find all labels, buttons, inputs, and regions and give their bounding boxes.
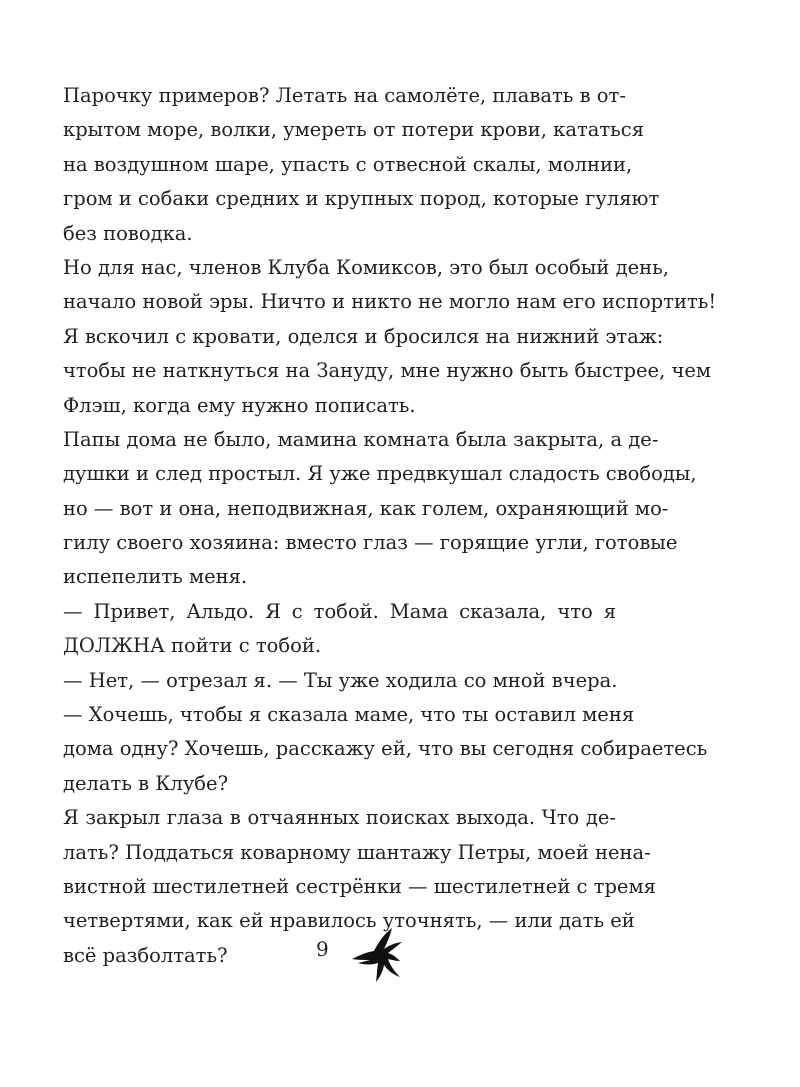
text-line: начало новой эры. Ничто и никто не могло нам его испортить! [63, 290, 717, 314]
text-line: делать в Клубе? [63, 771, 229, 795]
text-line: дома одну? Хочешь, расскажу ей, что вы сегодня собираетесь [63, 737, 708, 761]
text-line: крытом море, волки, умереть от потери крови, кататься [63, 118, 645, 142]
text-line: Флэш, когда ему нужно пописать. [63, 393, 416, 417]
text-line: на воздушном шаре, упасть с отвесной скалы, молнии, [63, 152, 633, 176]
text-line: вистной шестилетней сестрёнки — шестилетней с тремя [63, 874, 656, 898]
text-line: четвертями, как ей нравилось уточнять, — или дать ей [63, 909, 635, 933]
text-line: Папы дома не было, мамина комната была закрыта, а де- [63, 427, 659, 451]
text-line: Но для нас, членов Клуба Комиксов, это был особый день, [63, 255, 669, 279]
page-body-text [63, 79, 717, 973]
text-line: Парочку примеров? Летать на самолёте, плавать в от- [63, 84, 626, 107]
page-footer [0, 925, 800, 995]
text-line: ДОЛЖНА пойти с тобой. [63, 634, 322, 658]
swallow-bird-icon [350, 925, 412, 985]
text-line: всё разболтать? [63, 943, 228, 967]
text-line: без поводка. [63, 221, 193, 245]
text-line: лать? Поддаться коварному шантажу Петры, моей нена- [63, 840, 651, 864]
text-line: испепелить меня. [63, 565, 248, 589]
text-line: душки и след простыл. Я уже предвкушал сладость свободы, [63, 462, 697, 486]
text-line: — Привет, Альдо. Я с тобой. Мама сказала, что я [63, 599, 616, 623]
text-line: — Хочешь, чтобы я сказала маме, что ты оставил меня [63, 703, 635, 727]
text-line: гром и собаки средних и крупных пород, которые гуляют [63, 187, 660, 211]
text-line: чтобы не наткнуться на Зануду, мне нужно быть быстрее, чем [63, 359, 712, 383]
text-line: но — вот и она, неподвижная, как голем, охраняющий мо- [63, 496, 669, 520]
page-number: 9 [316, 937, 329, 961]
text-line: — Нет, — отрезал я. — Ты уже ходила со мной вчера. [63, 668, 618, 692]
text-line: Я закрыл глаза в отчаянных поисках выхода. Что де- [63, 806, 616, 830]
text-line: Я вскочил с кровати, оделся и бросился на нижний этаж: [63, 324, 664, 348]
text-line: гилу своего хозяина: вместо глаз — горящие угли, готовые [63, 531, 678, 555]
